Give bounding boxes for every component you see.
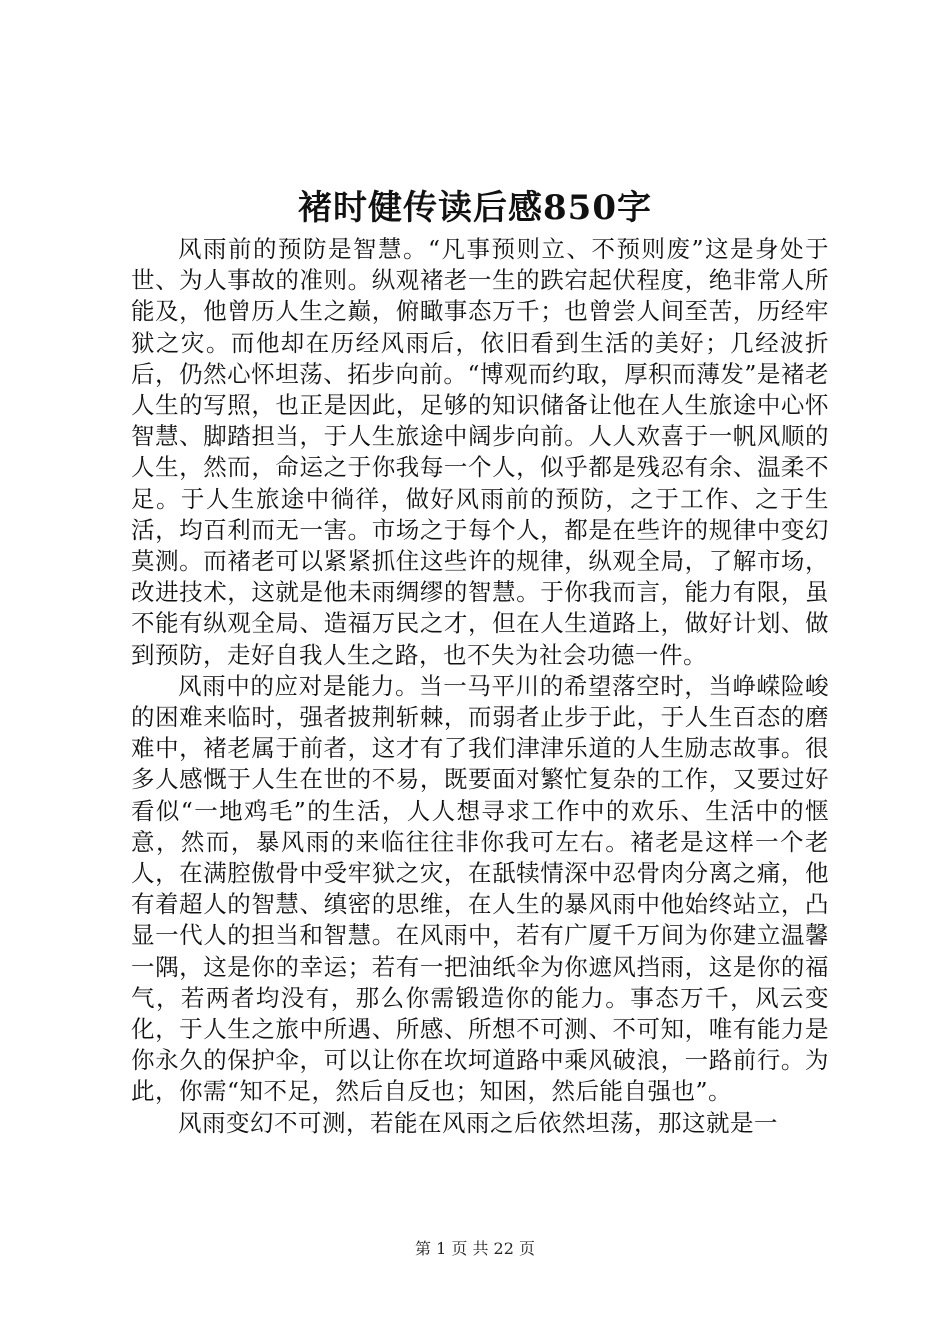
page-number-footer: 第 1 页 共 22 页 <box>415 1239 535 1258</box>
body-paragraph-3: 风雨变幻不可测，若能在风雨之后依然坦荡，那这就是一 <box>178 1108 778 1137</box>
document-title: 褚时健传读后感850字 <box>298 188 652 228</box>
document-body <box>131 234 829 1139</box>
body-paragraph-1: 风雨前的预防是智慧。“凡事预则立、不预则废”这是身处于世、为人事故的准则。纵观褚老一生的跌宕起伏程度，绝非常人所能及，他曾历人生之巅，俯瞰事态万千；也曾尝人间至苦，历经牢狱之灾。而他却在历经风雨后，依旧看到生活的美好；几经波折后，仍然心怀坦荡、拓步向前。“博观而约取，厚积而薄发”是褚老人生的写照，也正是因此，足够的知识储备让他在人生旅途中心怀智慧、脚踏担当，于人生旅途中阔步向前。人人欢喜于一帆风顺的人生，然而，命运之于你我每一个人，似乎都是残忍有余、温柔不足。于人生旅途中徜徉，做好风雨前的预防，之于工作、之于生活，均百利而无一害。市场之于每个人，都是在些许的规律中变幻莫测。而褚老可以紧紧抓住这些许的规律，纵观全局，了解市场，改进技术，这就是他未雨绸缪的智慧。于你我而言，能力有限，虽不能有纵观全局、造福万民之才，但在人生道路上，做好计划、做到预防，走好自我人生之路，也不失为社会功德一件。 <box>131 235 829 669</box>
body-paragraph-2: 风雨中的应对是能力。当一马平川的希望落空时，当峥嵘险峻的困难来临时，强者披荆斩棘，而弱者止步于此，于人生百态的磨难中，褚老属于前者，这才有了我们津津乐道的人生励志故事。很多人感慨于人生在世的不易，既要面对繁忙复杂的工作，又要过好看似“一地鸡毛”的生活，人人想寻求工作中的欢乐、生活中的惬意，然而，暴风雨的来临往往非你我可左右。褚老是这样一个老人，在满腔傲骨中受牢狱之灾，在舐犊情深中忍骨肉分离之痛，他有着超人的智慧、缜密的思维，在人生的暴风雨中他始终站立，凸显一代人的担当和智慧。在风雨中，若有广厦千万间为你建立温馨一隅，这是你的幸运；若有一把油纸伞为你遮风挡雨，这是你的福气，若两者均没有，那么你需锻造你的能力。事态万千，风云变化，于人生之旅中所遇、所感、所想不可测、不可知，唯有能力是你永久的保护伞，可以让你在坎坷道路中乘风破浪，一路前行。为此，你需“知不足，然后自反也；知困，然后能自强也”。 <box>131 671 829 1106</box>
